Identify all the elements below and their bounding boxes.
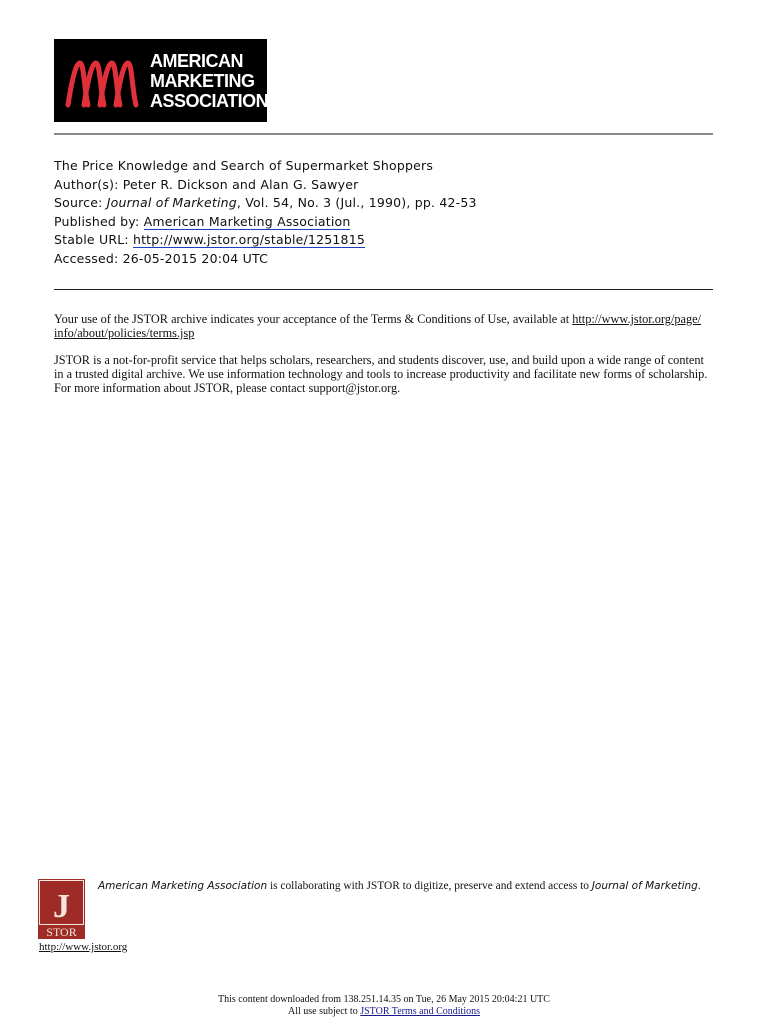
article-authors: Author(s): Peter R. Dickson and Alan G. Sawyer — [54, 176, 359, 192]
download-line-2: All use subject to JSTOR Terms and Conditions — [288, 1005, 480, 1017]
article-source: Source: Journal of Marketing, Vol. 54, No. 3 (Jul., 1990), pp. 42-53 — [54, 195, 477, 211]
ama-mark-icon — [62, 49, 142, 113]
jstor-logo[interactable] — [38, 879, 85, 939]
stable-url-row: Stable URL: http://www.jstor.org/stable/1251815 — [54, 232, 366, 248]
terms-paragraph: Your use of the JSTOR archive indicates your acceptance of the Terms & Conditions of Use, available at http://www.jstor.org/page/ info/about/policies/terms.jsp — [54, 312, 701, 340]
collab-journal: Journal of Marketing — [591, 880, 698, 892]
top-divider — [54, 133, 713, 135]
svg-text:J: J — [53, 888, 70, 925]
collab-org: American Marketing Association — [98, 880, 268, 892]
logo-line-1: AMERICAN — [150, 51, 243, 71]
svg-text:STOR: STOR — [46, 925, 77, 939]
jstor-homepage-link[interactable]: http://www.jstor.org — [39, 941, 128, 953]
jstor-logo-icon — [38, 879, 85, 939]
download-notice — [0, 994, 768, 1017]
stable-url-link[interactable]: http://www.jstor.org/stable/1251815 — [132, 232, 366, 248]
jstor-info-line-3: For more information about JSTOR, please contact support@jstor.org. — [54, 380, 401, 395]
download-line-1: This content downloaded from 138.251.14.35 on Tue, 26 May 2015 20:04:21 UTC — [218, 994, 550, 1005]
collaboration-notice: American Marketing Association is collaborating with JSTOR to digitize, preserve and extend access to Journal of Marketing. — [98, 880, 701, 892]
citation-block — [54, 157, 477, 269]
terms-link[interactable]: http://www.jstor.org/page/ info/about/policies/terms.jsp — [54, 312, 701, 340]
logo-line-2: MARKETING — [150, 71, 255, 91]
publisher-link[interactable]: American Marketing Association — [143, 213, 351, 229]
ama-logo — [54, 39, 267, 122]
jstor-info-paragraph — [54, 354, 714, 395]
jstor-info-line-2: in a trusted digital archive. We use information technology and tools to increase productivity and facilitate new forms of scholarship. — [54, 366, 708, 381]
article-title: The Price Knowledge and Search of Supermarket Shoppers — [54, 158, 434, 173]
accessed-date: Accessed: 26-05-2015 20:04 UTC — [54, 250, 268, 266]
jstor-info-line-1: JSTOR is a not-for-profit service that helps scholars, researchers, and students discover, use, and build upon a wide range of content — [54, 353, 704, 367]
terms-and-conditions-link[interactable]: JSTOR Terms and Conditions — [360, 1005, 480, 1017]
middle-divider — [54, 289, 713, 290]
journal-name: Journal of Marketing — [106, 195, 237, 211]
logo-line-3: ASSOCIATION — [150, 91, 269, 111]
article-publisher: Published by: American Marketing Association — [54, 213, 351, 229]
